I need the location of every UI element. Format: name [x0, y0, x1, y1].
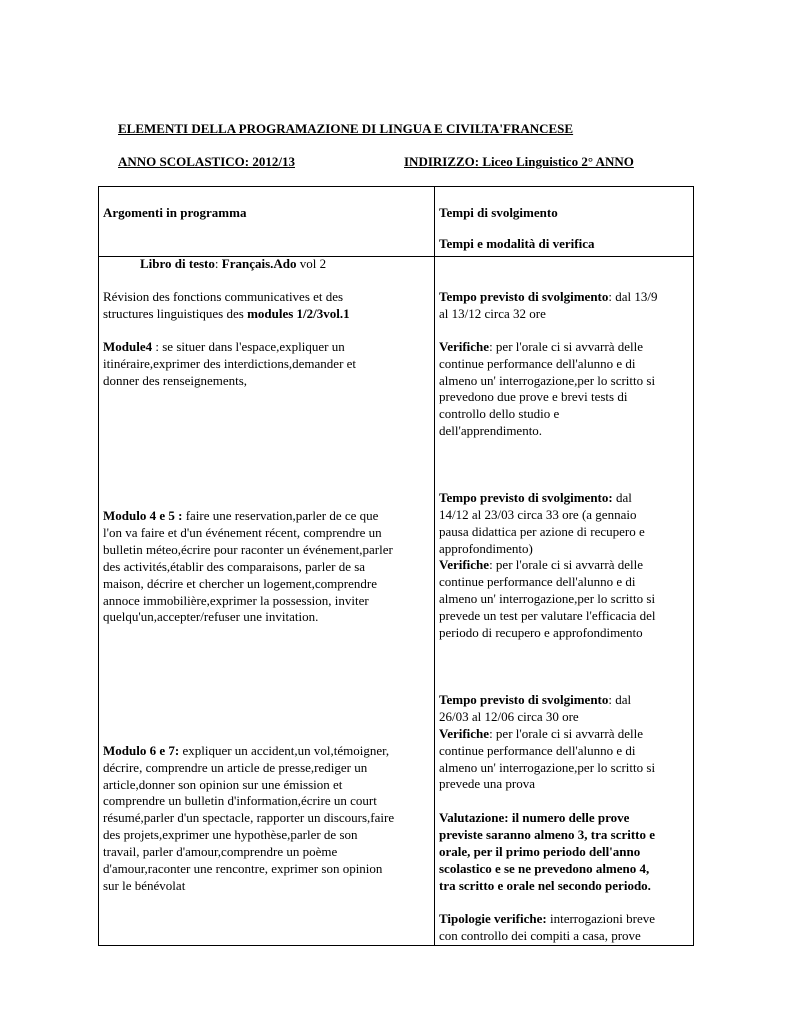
- table-column-divider: [434, 186, 435, 946]
- header-right-1: Tempi di svolgimento: [439, 205, 558, 220]
- module4-line-1: Module4 : se situer dans l'espace,expliquer un: [103, 339, 345, 354]
- module67-line-5: résumé,parler d'un spectacle, rapporter un discours,faire: [103, 810, 395, 825]
- tipologie-line-2: con controllo dei compiti a casa, prove: [439, 928, 641, 943]
- module45-line-3: bulletin méteo,écrire pour raconter un événement,parler: [103, 542, 393, 557]
- valutazione-line-5: tra scritto e orale nel secondo periodo.: [439, 878, 651, 893]
- verifiche2-label: Verifiche: [439, 557, 490, 572]
- tipologie-line-1: Tipologie verifiche: interrogazioni breve: [439, 911, 656, 926]
- module67-title: Modulo 6 e 7:: [103, 743, 180, 758]
- verifiche2-line-1: Verifiche: per l'orale ci si avvarrà delle: [439, 557, 643, 572]
- verifiche2-line-3: almeno un' interrogazione,per lo scritto si: [439, 591, 656, 606]
- verifiche3-line-4: prevede una prova: [439, 776, 536, 791]
- verifiche3-label: Verifiche: [439, 726, 490, 741]
- school-year: ANNO SCOLASTICO: 2012/13: [118, 154, 295, 169]
- module4-line-2: itinéraire,exprimer des interdictions,demander et: [103, 356, 357, 371]
- verifiche1-line-6: dell'apprendimento.: [439, 423, 543, 438]
- verifiche2-line-2: continue performance dell'alunno e di: [439, 574, 636, 589]
- period2-line-2: 14/12 al 23/03 circa 33 ore (a gennaio: [439, 507, 637, 522]
- period1-line-1: Tempo previsto di svolgimento: dal 13/9: [439, 289, 658, 304]
- textbook-line: [140, 256, 326, 272]
- revision-line-1: Révision des fonctions communicatives et des: [103, 289, 344, 304]
- track: INDIRIZZO: Liceo Linguistico 2° ANNO: [404, 154, 634, 169]
- module67-line-6: des projets,exprimer une hypothèse,parler de son: [103, 827, 358, 842]
- tipologie-label: Tipologie verifiche:: [439, 911, 547, 926]
- module45-line-7: quelqu'un,accepter/refuser une invitation.: [103, 609, 319, 624]
- module67-line-8: d'amour,raconter une rencontre, exprimer son opinion: [103, 861, 383, 876]
- module67-line-2: décrire, comprendre un article de presse,rediger un: [103, 760, 368, 775]
- verifiche1-line-5: controllo dello studio e: [439, 406, 560, 421]
- revision-modules: modules 1/2/3vol.1: [247, 306, 350, 321]
- header-left: Argomenti in programma: [103, 205, 247, 220]
- verifiche1-line-4: prevedono due prove e brevi tests di: [439, 389, 628, 404]
- document-title: ELEMENTI DELLA PROGRAMAZIONE DI LINGUA E CIVILTA'FRANCESE: [118, 121, 574, 136]
- table-top-border: [98, 186, 694, 187]
- verifiche3-line-2: continue performance dell'alunno e di: [439, 743, 636, 758]
- verifiche1-line-1: Verifiche: per l'orale ci si avvarrà delle: [439, 339, 643, 354]
- verifiche3-line-1: Verifiche: per l'orale ci si avvarrà delle: [439, 726, 643, 741]
- period2-line-3: pausa didattica per azione di recupero e: [439, 524, 645, 539]
- period1-label: Tempo previsto di svolgimento: [439, 289, 609, 304]
- module67-line-7: travail, parler d'amour,comprendre un poème: [103, 844, 338, 859]
- valutazione-line-2: previste saranno almeno 3, tra scritto e: [439, 827, 656, 842]
- module45-line-1: Modulo 4 e 5 : faire une reservation,parler de ce que: [103, 508, 379, 523]
- valutazione-line-1: Valutazione: il numero delle prove: [439, 810, 630, 825]
- table-right-border: [693, 186, 694, 946]
- textbook-label: Libro di testo: [140, 256, 215, 271]
- period1-line-2: al 13/12 circa 32 ore: [439, 306, 546, 321]
- verifiche2-line-4: prevede un test per valutare l'efficacia del: [439, 608, 656, 623]
- table-bottom-border: [98, 945, 694, 946]
- module4-line-3: donner des renseignements,: [103, 373, 248, 388]
- revision-line-2: structures linguistiques des modules 1/2/3vol.1: [103, 306, 350, 321]
- textbook-sep: :: [214, 256, 222, 271]
- valutazione-line-4: scolastico e se ne prevedono almeno 4,: [439, 861, 650, 876]
- textbook-title: Français.Ado: [221, 256, 297, 271]
- period2-line-4: approfondimento): [439, 541, 533, 556]
- textbook-volume: vol 2: [296, 256, 327, 271]
- period3-line-2: 26/03 al 12/06 circa 30 ore: [439, 709, 579, 724]
- valutazione-line-3: orale, per il primo periodo dell'anno: [439, 844, 641, 859]
- header-right-2: Tempi e modalità di verifica: [439, 236, 595, 251]
- verifiche1-line-2: continue performance dell'alunno e di: [439, 356, 636, 371]
- period2-line-1: Tempo previsto di svolgimento: dal: [439, 490, 632, 505]
- verifiche1-label: Verifiche: [439, 339, 490, 354]
- table-left-border: [98, 186, 99, 946]
- module45-line-4: des activités,établir des comparaisons, parler de sa: [103, 559, 366, 574]
- verifiche1-line-3: almeno un' interrogazione,per lo scritto si: [439, 373, 656, 388]
- verifiche3-line-3: almeno un' interrogazione,per lo scritto si: [439, 760, 656, 775]
- module67-line-9: sur le bénévolat: [103, 878, 186, 893]
- module67-line-3: article,donner son opinion sur une émission et: [103, 777, 343, 792]
- verifiche2-line-5: periodo di recupero e approfondimento: [439, 625, 643, 640]
- module67-line-1: Modulo 6 e 7: expliquer un accident,un vol,témoigner,: [103, 743, 390, 758]
- module4-title: Module4: [103, 339, 153, 354]
- period3-line-1: Tempo previsto di svolgimento: dal: [439, 692, 632, 707]
- period2-label: Tempo previsto di svolgimento:: [439, 490, 613, 505]
- module45-line-5: maison, décrire et chercher un logement,comprendre: [103, 576, 377, 591]
- module45-title: Modulo 4 e 5 :: [103, 508, 183, 523]
- period3-label: Tempo previsto di svolgimento: [439, 692, 609, 707]
- module45-line-2: l'on va faire et d'un événement récent, comprendre un: [103, 525, 382, 540]
- module45-line-6: annoce immobilière,exprimer la possession, inviter: [103, 593, 369, 608]
- module67-line-4: comprendre un bulletin d'information,écrire un court: [103, 793, 377, 808]
